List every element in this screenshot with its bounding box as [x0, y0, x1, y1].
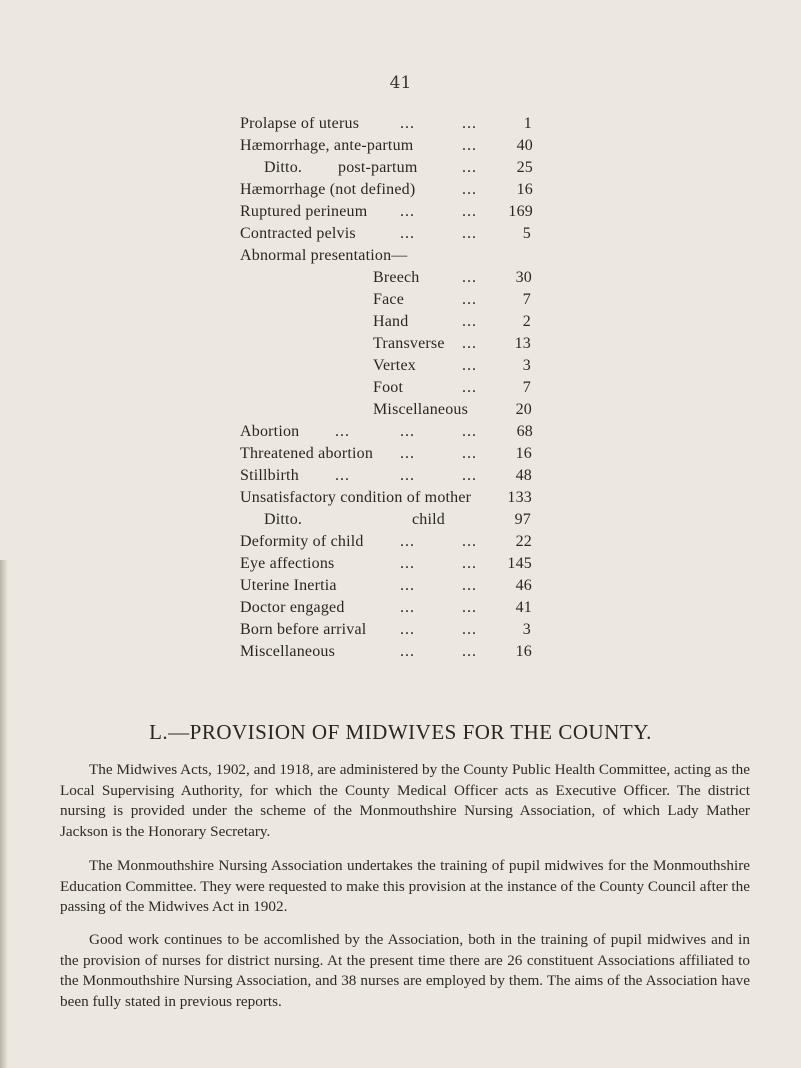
- table-row: [240, 467, 532, 489]
- row-label: Miscellaneous: [373, 401, 469, 418]
- row-value: 41: [515, 599, 532, 616]
- row-label: Unsatisfactory condition of mother: [240, 489, 472, 506]
- table-row: [240, 445, 532, 467]
- leader-dots: ...: [462, 643, 477, 660]
- row-label: Doctor engaged: [240, 599, 345, 616]
- table-row: [240, 379, 531, 401]
- paragraph: The Midwives Acts, 1902, and 1918, are administered by the County Public Health Committee, acting as the Local Supervising Authority, for which the County Medical Officer acts as Executive Officer. The district nursing is provided under the scheme of the Monmouthshire Nursing Association, of which Lady Mather Jackson is the Honorary Secretary.: [60, 761, 750, 840]
- leader-dots: ...: [462, 379, 477, 396]
- row-value: 3: [522, 621, 531, 638]
- leader-dots: ...: [462, 159, 477, 176]
- table-row: [240, 181, 533, 203]
- row-value: 40: [516, 137, 533, 154]
- leader-dots: ...: [400, 599, 415, 616]
- leader-dots: ...: [462, 445, 477, 462]
- table-row: [240, 643, 532, 665]
- row-label: Hæmorrhage, ante-partum: [240, 137, 414, 154]
- page-binding-edge: [0, 560, 8, 1068]
- row-value: 16: [516, 181, 533, 198]
- leader-dots: ...: [462, 291, 477, 308]
- leader-dots: ...: [462, 203, 477, 220]
- row-label: Face: [373, 291, 405, 308]
- table-row: [240, 291, 531, 313]
- leader-dots: ...: [400, 203, 415, 220]
- table-row: [240, 401, 532, 423]
- table-row: [240, 225, 531, 247]
- row-label: Uterine Inertia: [240, 577, 337, 594]
- table-row: [240, 115, 532, 137]
- row-value: 169: [508, 203, 533, 220]
- row-value: 46: [515, 577, 532, 594]
- leader-dots: ...: [400, 555, 415, 572]
- row-value: 25: [516, 159, 533, 176]
- leader-dots: ...: [400, 577, 415, 594]
- leader-dots: ...: [462, 137, 477, 154]
- leader-dots: ...: [462, 181, 477, 198]
- row-label: Contracted pelvis: [240, 225, 356, 242]
- row-value: 5: [522, 225, 531, 242]
- leader-dots: ...: [400, 621, 415, 638]
- row-label: Abortion: [240, 423, 300, 440]
- row-label: Deformity of child: [240, 533, 364, 550]
- table-row: [240, 621, 531, 643]
- row-value: 20: [515, 401, 532, 418]
- row-value: 16: [515, 445, 532, 462]
- row-label: Ditto.: [264, 511, 303, 528]
- row-label: Prolapse of uterus: [240, 115, 360, 132]
- page-number: 41: [389, 73, 412, 93]
- leader-dots: ...: [400, 423, 415, 440]
- leader-dots: ...: [462, 599, 477, 616]
- leader-dots: ...: [335, 423, 350, 440]
- row-label: Hand: [373, 313, 409, 330]
- table-row: [240, 577, 532, 599]
- table-row: [240, 159, 533, 181]
- row-value: 7: [522, 291, 531, 308]
- row-value: 16: [515, 643, 532, 660]
- row-value: 22: [515, 533, 532, 550]
- row-label: Hæmorrhage (not defined): [240, 181, 416, 198]
- table-row: [240, 357, 531, 379]
- paragraph: Good work continues to be accomlished by the Association, both in the training of pupil midwives and in the provision of nurses for district nursing. At the present time there are 26 constituent Associations affiliated to the Monmouthshire Nursing Association, and 38 nurses are employed by them. The aims of the Association have been fully stated in previous reports.: [60, 931, 750, 1010]
- paragraph: The Monmouthshire Nursing Association undertakes the training of pupil midwives for the Monmouthshire Education Committee. They were requested to make this provision at the instance of the County Council after the passing of the Midwives Act in 1902.: [60, 857, 750, 915]
- row-sublabel: child: [412, 511, 445, 528]
- table-row: [240, 599, 532, 621]
- row-label: Abnormal presentation—: [240, 247, 408, 264]
- leader-dots: ...: [400, 115, 415, 132]
- row-value: 145: [507, 555, 532, 572]
- row-label: Stillbirth: [240, 467, 299, 484]
- leader-dots: ...: [400, 533, 415, 550]
- section-heading: L.—PROVISION OF MIDWIVES FOR THE COUNTY.: [149, 720, 652, 744]
- row-label: Breech: [373, 269, 420, 286]
- leader-dots: ...: [462, 225, 477, 242]
- row-label: Vertex: [373, 357, 416, 374]
- leader-dots: ...: [462, 269, 477, 286]
- leader-dots: ...: [335, 467, 350, 484]
- table-row: [240, 489, 532, 511]
- leader-dots: ...: [400, 643, 415, 660]
- row-label: Eye affections: [240, 555, 335, 572]
- leader-dots: ...: [400, 445, 415, 462]
- table-row: [240, 335, 531, 357]
- leader-dots: ...: [462, 357, 477, 374]
- row-label: Ditto.: [264, 159, 303, 176]
- leader-dots: ...: [462, 577, 477, 594]
- row-sublabel: post-partum: [338, 159, 418, 176]
- leader-dots: ...: [400, 225, 415, 242]
- row-value: 1: [523, 115, 532, 132]
- table-row: [240, 555, 532, 577]
- row-label: Transverse: [373, 335, 445, 352]
- table-row: [240, 533, 532, 555]
- row-value: 13: [514, 335, 531, 352]
- table-row: [240, 269, 532, 291]
- row-value: 97: [514, 511, 531, 528]
- leader-dots: ...: [462, 313, 477, 330]
- leader-dots: ...: [462, 533, 477, 550]
- leader-dots: ...: [462, 115, 477, 132]
- row-label: Born before arrival: [240, 621, 367, 638]
- leader-dots: ...: [462, 423, 477, 440]
- leader-dots: ...: [462, 555, 477, 572]
- row-value: 3: [522, 357, 531, 374]
- table-row: [240, 247, 533, 269]
- row-value: 7: [522, 379, 531, 396]
- row-value: 2: [522, 313, 531, 330]
- row-label: Threatened abortion: [240, 445, 374, 462]
- table-row: [240, 511, 531, 533]
- table-row: [240, 423, 533, 445]
- row-value: 133: [507, 489, 532, 506]
- table-row: [240, 203, 533, 225]
- leader-dots: ...: [462, 467, 477, 484]
- row-value: 30: [515, 269, 532, 286]
- leader-dots: ...: [400, 467, 415, 484]
- row-label: Miscellaneous: [240, 643, 336, 660]
- row-value: 48: [515, 467, 532, 484]
- row-label: Ruptured perineum: [240, 203, 368, 220]
- leader-dots: ...: [462, 621, 477, 638]
- leader-dots: ...: [462, 335, 477, 352]
- table-row: [240, 313, 531, 335]
- row-value: 68: [516, 423, 533, 440]
- row-label: Foot: [373, 379, 404, 396]
- table-row: [240, 137, 533, 159]
